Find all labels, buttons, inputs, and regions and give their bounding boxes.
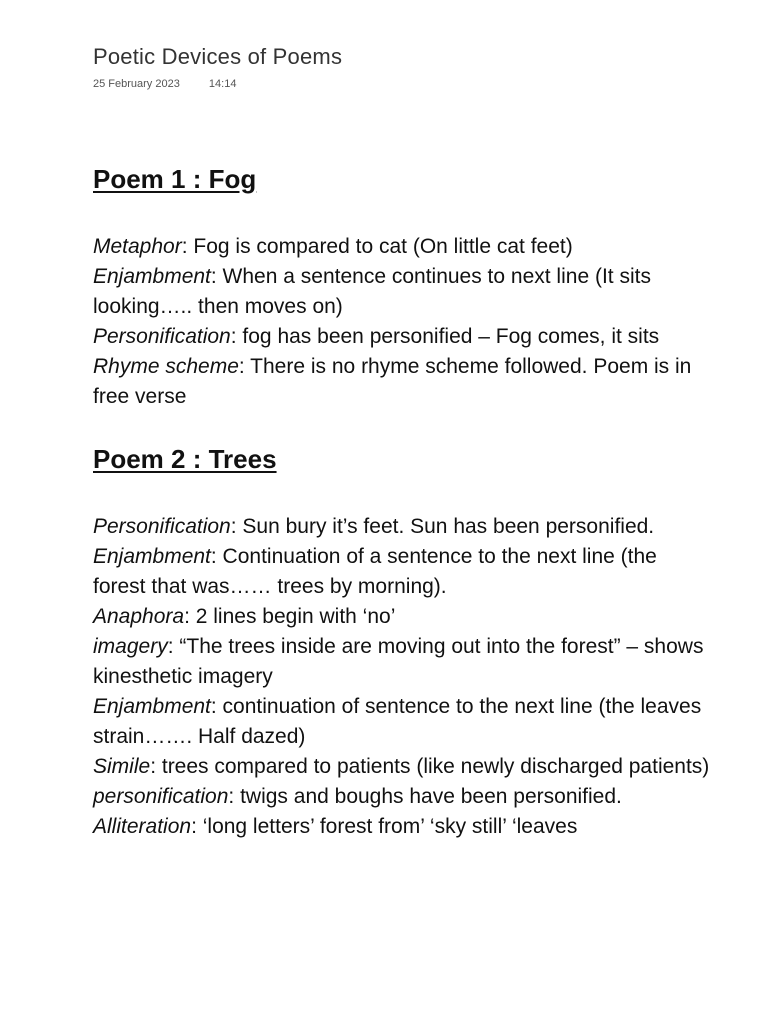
device-term: Rhyme scheme — [93, 355, 239, 378]
section-poem-1 — [93, 160, 713, 412]
device-entry — [93, 752, 713, 782]
device-entry — [93, 232, 713, 262]
device-term: personification — [93, 785, 229, 808]
device-term: Anaphora — [93, 605, 185, 628]
device-term: Simile — [93, 755, 151, 778]
section-heading: Poem 2 : Trees — [93, 444, 277, 474]
device-description: : continuation of sentence to the next line (the leaves strain……. Half dazed) — [93, 695, 702, 748]
device-term: Personification — [93, 515, 231, 538]
device-description: : “The trees inside are moving out into the forest” – shows kinesthetic imagery — [93, 635, 704, 688]
device-entry — [93, 262, 713, 322]
device-entry — [93, 782, 713, 812]
device-entry — [93, 512, 713, 542]
device-entry — [93, 812, 713, 842]
device-description: : trees compared to patients (like newly discharged patients) — [150, 755, 710, 778]
device-description: : When a sentence continues to next line (It sits looking….. then moves on) — [93, 265, 651, 318]
device-term: Enjambment — [93, 695, 211, 718]
device-description: : There is no rhyme scheme followed. Poem is in free verse — [93, 355, 692, 408]
device-description: : twigs and boughs have been personified. — [228, 785, 622, 808]
note-content — [93, 160, 713, 842]
page-time: 14:14 — [208, 78, 237, 90]
device-list — [93, 232, 713, 412]
device-entry — [93, 632, 713, 692]
device-description: : Continuation of a sentence to the next line (the forest that was…… trees by morning). — [93, 545, 657, 598]
page-date: 25 February 2023 — [93, 78, 180, 90]
device-description: : 2 lines begin with ‘no’ — [184, 605, 396, 628]
device-entry — [93, 352, 713, 412]
device-entry — [93, 322, 713, 352]
device-term: Alliteration — [93, 815, 192, 838]
device-description: : Fog is compared to cat (On little cat feet) — [181, 235, 573, 258]
device-term: imagery — [93, 635, 168, 658]
device-entry — [93, 542, 713, 602]
page-title: Poetic Devices of Poems — [93, 44, 343, 69]
section-heading: Poem 1 : Fog — [93, 164, 257, 194]
device-description: : Sun bury it’s feet. Sun has been personified. — [230, 515, 655, 538]
device-term: Metaphor — [93, 235, 182, 258]
device-term: Enjambment — [93, 265, 211, 288]
section-poem-2 — [93, 440, 713, 842]
device-term: Personification — [93, 325, 231, 348]
device-description: : ‘long letters’ forest from’ ‘sky still’ ‘leaves — [191, 815, 578, 838]
device-entry — [93, 692, 713, 752]
device-term: Enjambment — [93, 545, 211, 568]
device-description: : fog has been personified – Fog comes, it sits — [230, 325, 660, 348]
device-list — [93, 512, 713, 842]
page-meta — [93, 78, 236, 90]
device-entry — [93, 602, 713, 632]
